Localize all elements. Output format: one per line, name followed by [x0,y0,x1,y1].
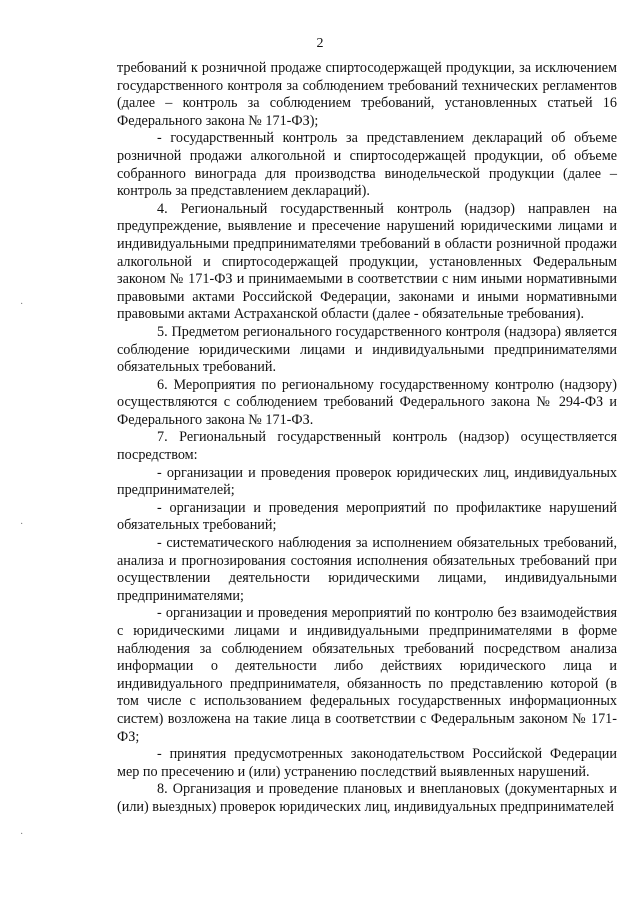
paragraph-7: 7. Региональный государственный контроль (надзор) осуществляется посредством: [117,429,617,464]
document-body [117,60,617,817]
scan-artifact: · [20,299,24,310]
paragraph-8: 8. Организация и проведение плановых и внеплановых (документарных и (или) выездных) проверок юридических лиц, индивидуальных предпринимателей [117,781,617,815]
scan-artifact: · [20,829,24,840]
paragraph-5: 5. Предметом регионального государственного контроля (надзора) является соблюдение юридическими лицами и индивидуальными предпринимателями обязательных требований. [117,323,617,376]
list-item-inspections: - организации и проведения проверок юридических лиц, индивидуальных предпринимателей; [117,464,617,499]
list-item-measures: - принятия предусмотренных законодательством Российской Федерации мер по пресечению и (или) устранению последствий выявленных нарушений. [117,746,617,780]
page-number: 2 [316,36,324,51]
list-item-monitoring: - систематического наблюдения за исполнением обязательных требований, анализа и прогнозирования состояния исполнения обязательных требований при осуществлении деятельности юридическими лицами, индивидуальными предпринимателями; [117,535,617,604]
paragraph-4: 4. Региональный государственный контроль (надзор) направлен на предупреждение, выявление и пресечение нарушений юридическими лицами и индивидуальными предпринимателями требований в области розничной продажи алкогольной и спиртосодержащей продукции, установленных Федеральным законом № 171-ФЗ и принимаемыми в соответствии с ним иными нормативными правовыми актами Российской Федерации, законами и иными нормативными правовыми актами Астраханской области (далее - обязательные требования). [117,200,617,323]
paragraph-continuation: требований к розничной продаже спиртосодержащей продукции, за исключением государственного контроля за соблюдением требований технических регламентов (далее – контроль за соблюдением требований, установленных статьей 16 Федерального закона № 171-ФЗ); [117,60,617,129]
paragraph-6: 6. Мероприятия по региональному государственному контролю (надзору) осуществляются с соблюдением требований Федерального закона № 294-ФЗ и Федерального закона № 171-ФЗ. [117,376,617,428]
scan-artifact: · [20,519,24,530]
paragraph-declarations-control: - государственный контроль за представлением деклараций об объеме розничной продажи алкогольной и спиртосодержащей продукции, об объеме собранного винограда для производства винодельческой продукции (далее – контроль за представлением деклараций). [117,130,617,200]
list-item-prevention: - организации и проведения мероприятий по профилактике нарушений обязательных требований; [117,499,617,534]
list-item-non-interaction-control: - организации и проведения мероприятий по контролю без взаимодействия с юридическими лицами и индивидуальными предпринимателями в форме наблюдения за соблюдением обязательных требований посредством анализа информации о деятельности либо действиях юридического лица и индивидуального предпринимателя, обязанность по представлению которой (в том числе с использованием федеральных государственных информационных систем) возложена на такие лица в соответствии с Федеральным законом № 171-ФЗ; [117,605,617,745]
